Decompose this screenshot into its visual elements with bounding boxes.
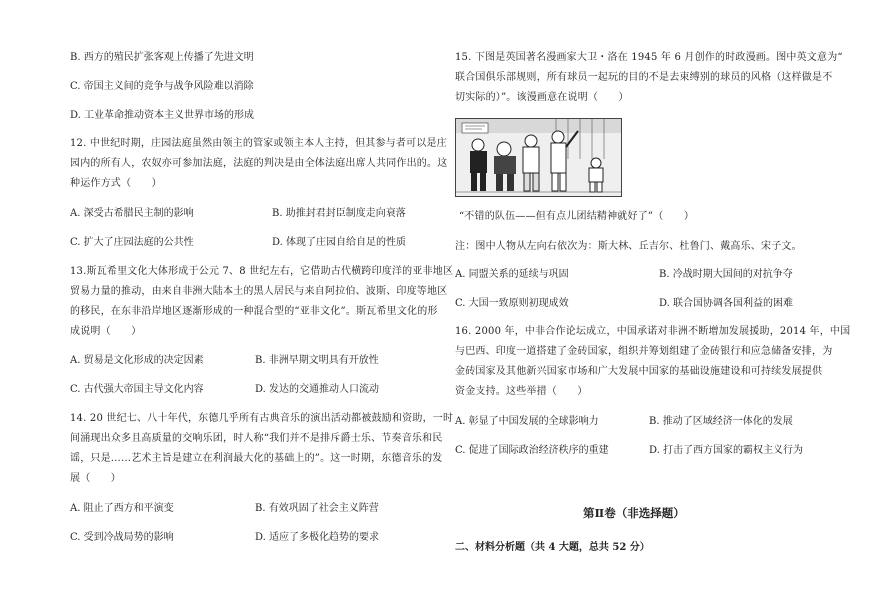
section-subtitle: 二、材料分析题（共 4 大题，总共 52 分） [455,542,650,553]
q16-line-4: 资金支持。这些举措（ ） [455,386,588,397]
q16-option-c[interactable]: C. 促进了国际政治经济秩序的重建 [455,445,609,456]
q14-line-4: 展（ ） [70,473,121,484]
q15-option-d[interactable]: D. 联合国协调各国利益的困难 [659,298,794,309]
q11-option-c[interactable]: C. 帝国主义间的竞争与战争风险难以消除 [70,81,254,92]
q14-line-1: 14. 20 世纪七、八十年代，东德几乎所有古典音乐的演出活动都被鼓励和资助，一时 [70,413,454,424]
q15-option-c[interactable]: C. 大国一致原则初现成效 [455,298,569,309]
section-title: 第Ⅱ卷（非选择题） [583,506,685,520]
q16-option-b[interactable]: B. 推动了区域经济一体化的发展 [649,416,793,427]
q14-option-c[interactable]: C. 受到冷战局势的影响 [70,532,174,543]
q12-line-1: 12. 中世纪时期，庄园法庭虽然由领主的管家或领主本人主持，但其参与者可以是庄 [70,138,447,149]
q14-option-a[interactable]: A. 阻止了西方和平演变 [70,503,174,514]
q15-line-3: 切实际的）”。该漫画意在说明（ ） [455,92,629,103]
q14-line-2: 间涌现出众多且高质量的交响乐团，时人称“我们并不是排斥爵士乐、节奏音乐和民 [70,433,443,444]
q16-line-3: 金砖国家及其他新兴国家市场和广大发展中国家的基础设施建设和可持续发展提供 [455,366,823,377]
q12-option-d[interactable]: D. 体现了庄园自给自足的性质 [272,237,407,248]
q12-option-c[interactable]: C. 扩大了庄园法庭的公共性 [70,237,194,248]
q13-line-2: 贸易力量的推动，由来自非洲大陆本土的黑人居民与来自阿拉伯、波斯、印度等地区 [70,286,448,297]
q16-option-d[interactable]: D. 打击了西方国家的霸权主义行为 [649,445,804,456]
q12-line-3: 种运作方式（ ） [70,178,162,189]
q14-line-3: 谣，只是……艺术主旨是建立在利润最大化的基础上的”。这一时期，东德音乐的发 [70,453,443,464]
q15-line-2: 联合国俱乐部规则，所有球员一起玩的目的不是去束缚别的球员的风格（这样做是不 [455,72,833,83]
q12-option-a[interactable]: A. 深受古希腊民主制的影响 [70,208,194,219]
q16-line-2: 与巴西、印度一道搭建了金砖国家，组织并筹划组建了金砖银行和应急储备安排，为 [455,346,833,357]
q15-line-1: 15. 下图是英国著名漫画家大卫・洛在 1945 年 6 月创作的时政漫画。图中英文意为“ [455,52,843,63]
q13-option-a[interactable]: A. 贸易是文化形成的决定因素 [70,355,204,366]
q15-option-a[interactable]: A. 同盟关系的延续与巩固 [455,269,569,280]
q12-option-b[interactable]: B. 助推封君封臣制度走向衰落 [272,208,406,219]
political-cartoon-image [455,118,622,197]
q15-note: 注：图中人物从左向右依次为：斯大林、丘吉尔、杜鲁门、戴高乐、宋子文。 [455,241,802,252]
q13-line-3: 的移民，在东非沿岸地区逐渐形成的一种混合型的“亚非文化”。斯瓦希里文化的形 [70,306,438,317]
q13-option-d[interactable]: D. 发达的交通推动人口流动 [255,384,380,395]
q15-option-b[interactable]: B. 冷战时期大国间的对抗争夺 [659,269,793,280]
q13-option-b[interactable]: B. 非洲早期文明具有开放性 [255,355,379,366]
q15-cartoon-caption: “不错的队伍——但有点儿团结精神就好了”（ ） [459,211,695,222]
q16-line-1: 16. 2000 年，中非合作论坛成立，中国承诺对非洲不断增加发展援助，2014 年，中国 [455,326,851,337]
q11-option-d[interactable]: D. 工业革命推动资本主义世界市场的形成 [70,110,255,121]
q13-line-4: 成说明（ ） [70,326,142,337]
q13-option-c[interactable]: C. 古代强大帝国主导文化内容 [70,384,204,395]
q12-line-2: 园内的所有人，农奴亦可参加法庭，法庭的判决是由全体法庭出席人共同作出的。这 [70,158,448,169]
q14-option-d[interactable]: D. 适应了多极化趋势的要求 [255,532,380,543]
q14-option-b[interactable]: B. 有效巩固了社会主义阵营 [255,503,379,514]
q11-option-b[interactable]: B. 西方的殖民扩张客观上传播了先进文明 [70,52,254,63]
q16-option-a[interactable]: A. 彰显了中国发展的全球影响力 [455,416,599,427]
q13-line-1: 13.斯瓦希里文化大体形成于公元 7、8 世纪左右，它借助古代横跨印度洋的亚非地区 [70,266,454,277]
